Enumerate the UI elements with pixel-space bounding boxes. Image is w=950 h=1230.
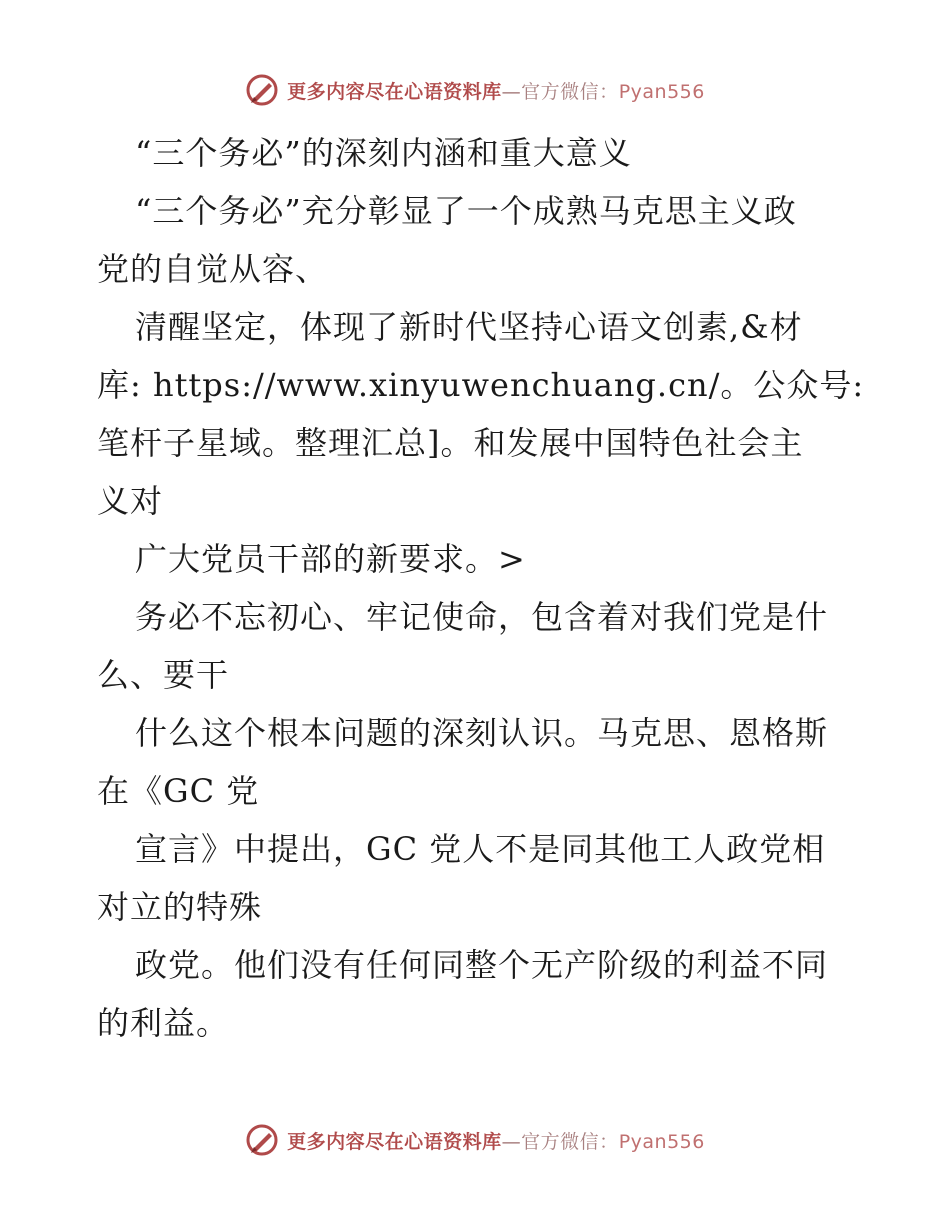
pen-logo-icon: [245, 1123, 279, 1157]
footer-banner-text: [287, 1127, 705, 1154]
header-main-text: 更多内容尽在心语资料库: [287, 80, 502, 103]
header-wechat-id: Pyan556: [618, 80, 705, 103]
document-body: [97, 124, 867, 1052]
footer-main-text: 更多内容尽在心语资料库: [287, 1130, 502, 1153]
header-wechat-label: 官方微信：: [521, 80, 619, 103]
header-banner: [0, 70, 950, 110]
pen-logo-icon: [245, 73, 279, 107]
footer-banner: [0, 1120, 950, 1160]
doc-line: 广大党员干部的新要求。>: [135, 540, 526, 578]
doc-line: 在《GC 党: [97, 772, 260, 810]
doc-line: 什么这个根本问题的深刻认识。马克思、恩格斯: [135, 714, 829, 752]
doc-line: 么、要干: [97, 656, 230, 694]
doc-line: 务必不忘初心、牢记使命，包含着对我们党是什: [135, 598, 829, 636]
footer-dash: —: [501, 1130, 522, 1153]
doc-line: 政党。他们没有任何同整个无产阶级的利益不同: [135, 946, 829, 984]
doc-line: 清醒坚定，体现了新时代坚持心语文创素,&材: [135, 308, 803, 346]
doc-line: 对立的特殊: [97, 888, 263, 926]
footer-wechat-label: 官方微信：: [521, 1130, 619, 1153]
header-dash: —: [501, 80, 522, 103]
doc-line: 库: https://www.xinyuwenchuang.cn/。公众号:: [97, 366, 865, 404]
header-banner-text: [287, 77, 705, 104]
doc-line: “三个务必”充分彰显了一个成熟马克思主义政: [135, 192, 797, 230]
footer-wechat-id: Pyan556: [618, 1130, 705, 1153]
doc-line: 党的自觉从容、: [97, 250, 329, 288]
doc-heading: “三个务必”的深刻内涵和重大意义: [135, 134, 632, 172]
doc-line: 义对: [97, 482, 164, 520]
doc-line: 笔杆子星域。整理汇总]。和发展中国特色社会主: [97, 424, 804, 462]
doc-line: 宣言》中提出，GC 党人不是同其他工人政党相: [135, 830, 826, 868]
doc-line: 的利益。: [97, 1004, 230, 1042]
